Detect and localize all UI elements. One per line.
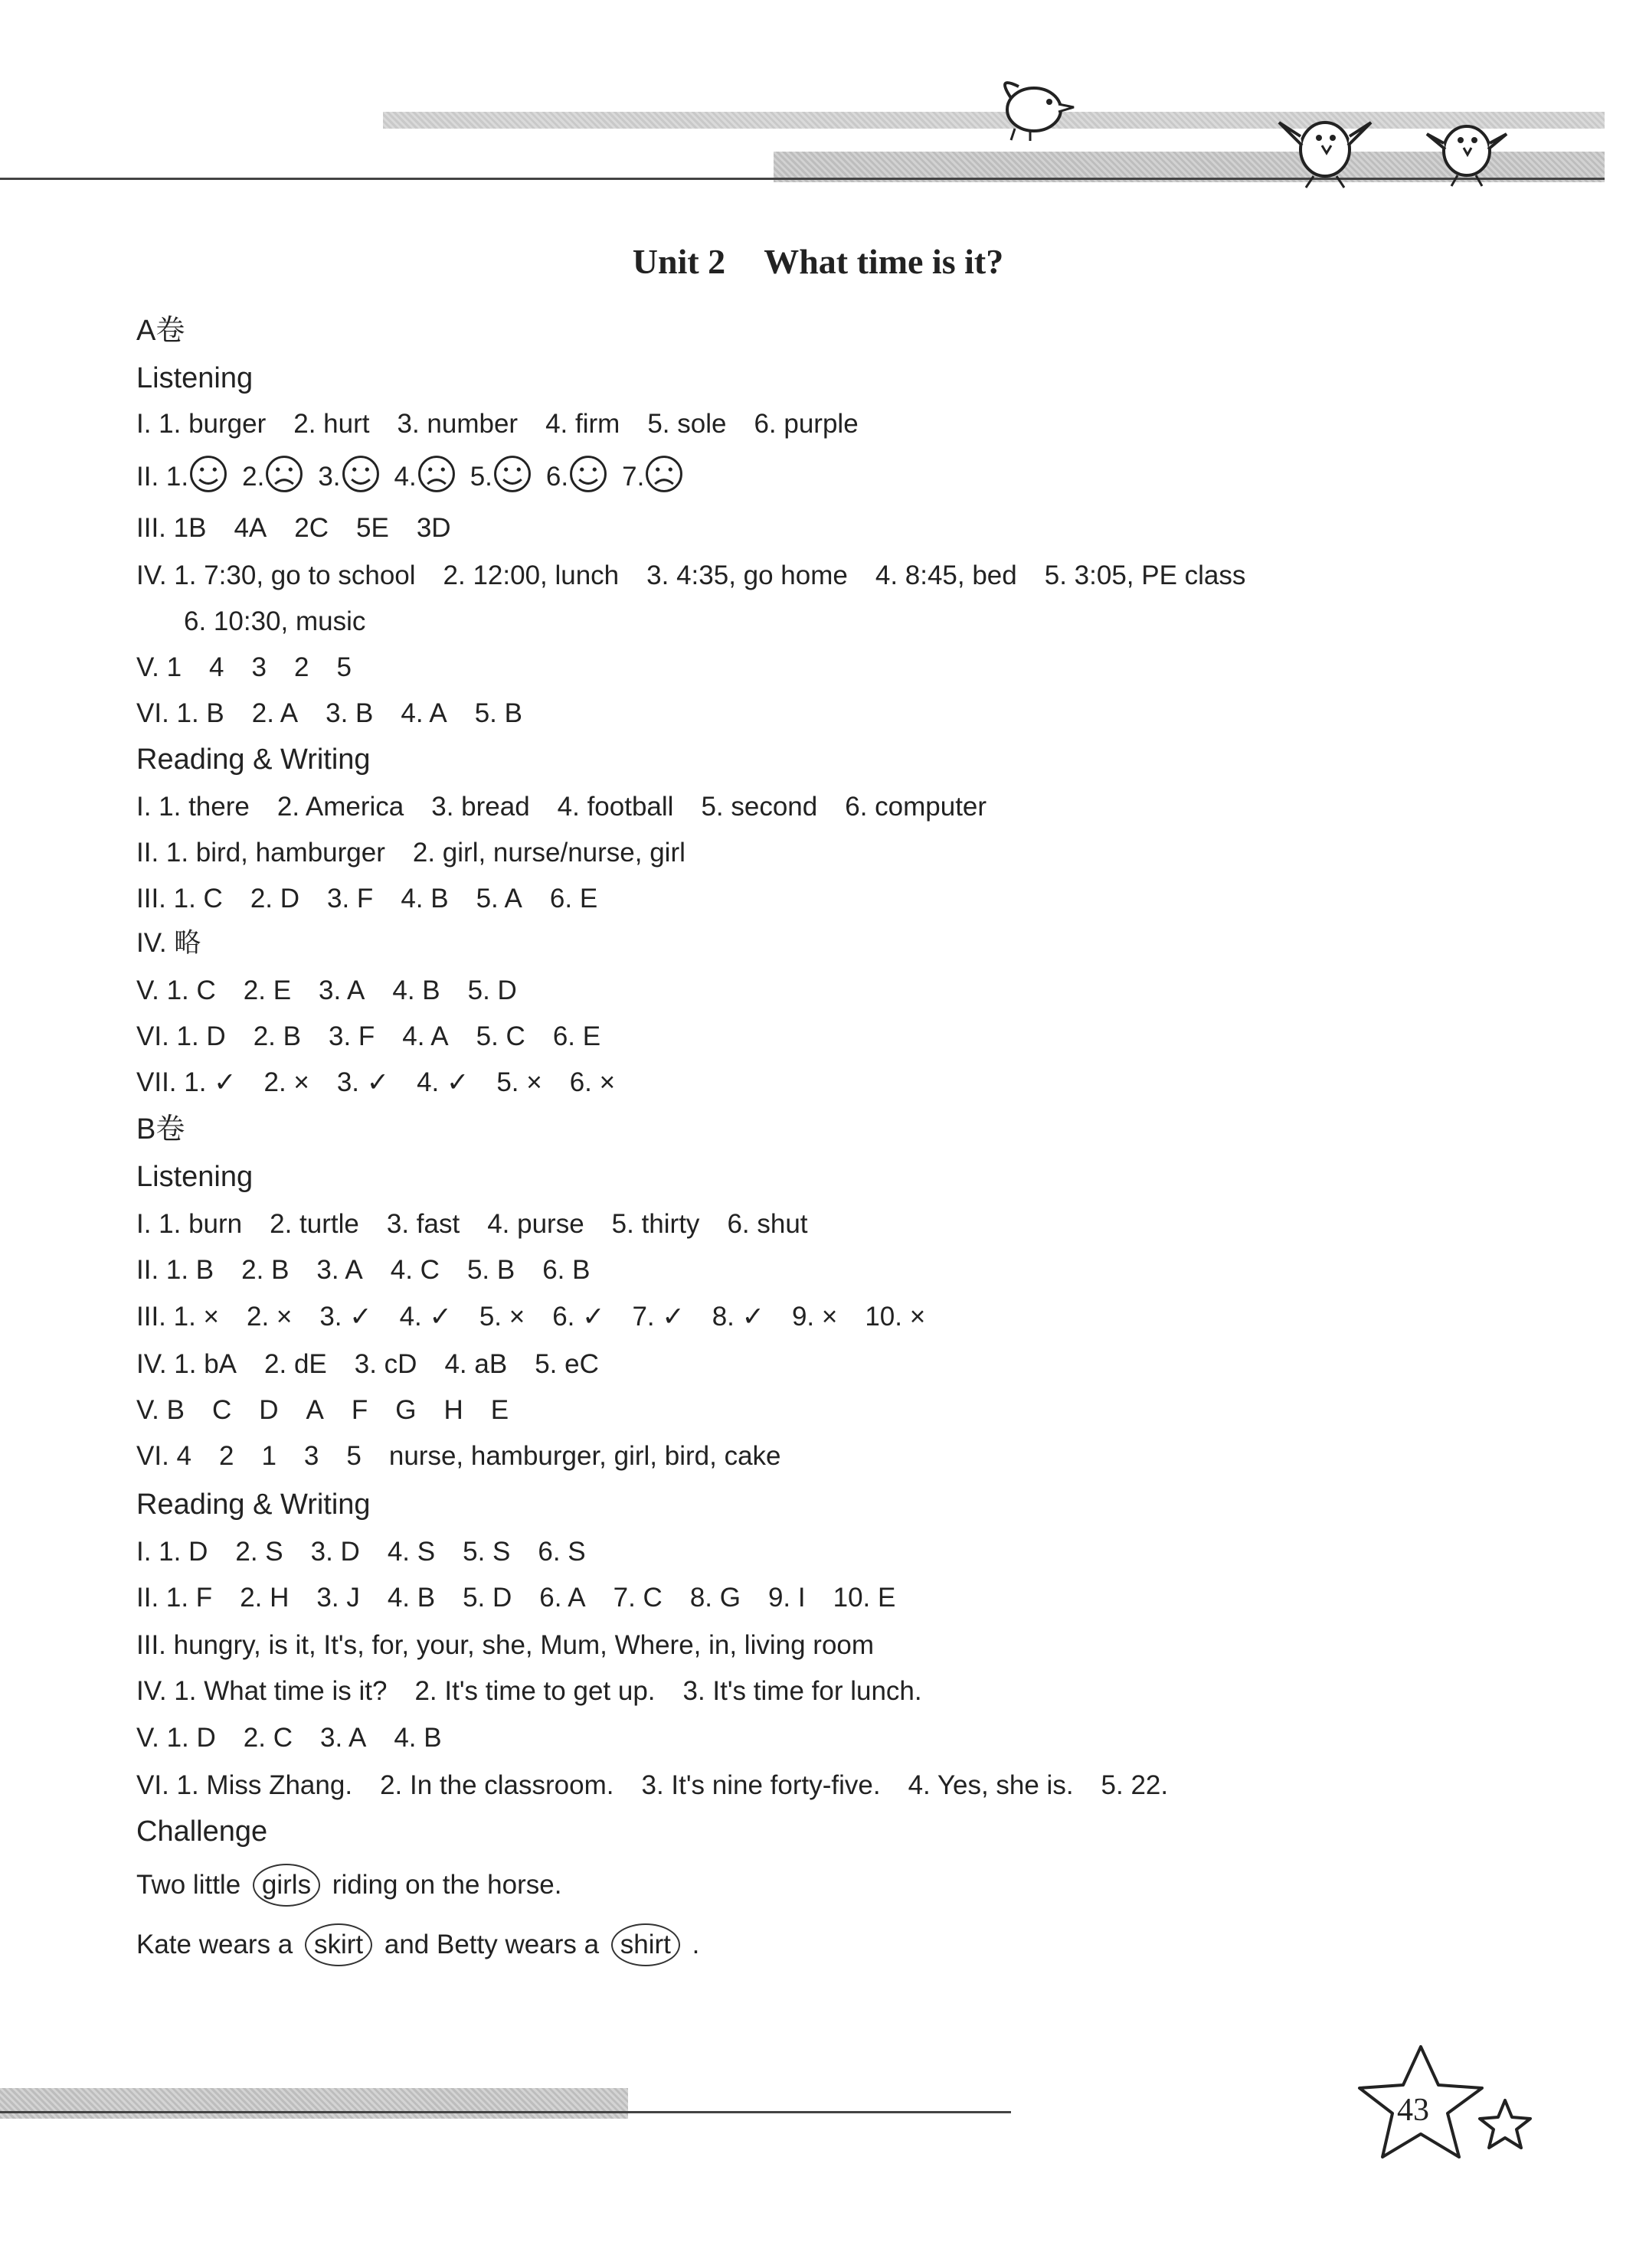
answer-item: 5. × bbox=[496, 1067, 542, 1097]
answer-item: VII. 1. ✓ bbox=[136, 1067, 237, 1097]
answer-item: V. 1 bbox=[136, 652, 182, 682]
answer-item: 4. firm bbox=[545, 409, 620, 439]
answer-item: 2. E bbox=[243, 976, 292, 1005]
answer-item: 3. number bbox=[397, 409, 519, 439]
answer-item: 2. 12:00, lunch bbox=[443, 560, 620, 590]
answer-item: 7. bbox=[622, 461, 645, 492]
answer-item: F bbox=[351, 1395, 368, 1425]
challenge-text: riding on the horse. bbox=[325, 1870, 562, 1900]
answer-item: 7. ✓ bbox=[632, 1302, 685, 1332]
answer-item: 2. × bbox=[246, 1302, 293, 1332]
answer-item: 3. D bbox=[310, 1537, 360, 1567]
answer-line bbox=[136, 1629, 901, 1662]
section-heading: Listening bbox=[136, 362, 254, 394]
answer-item: G bbox=[395, 1395, 417, 1425]
answer-item: III. 1B bbox=[136, 513, 207, 543]
answer-item: 3. A bbox=[316, 1255, 363, 1285]
answer-item: 5 bbox=[346, 1441, 362, 1471]
answer-item: 5. S bbox=[463, 1537, 511, 1567]
answer-line bbox=[136, 926, 228, 960]
answer-item: 2. A bbox=[251, 698, 299, 728]
face-answer-line bbox=[136, 454, 698, 502]
sad-face-icon bbox=[264, 454, 304, 502]
answer-item: 4. B bbox=[394, 1723, 442, 1753]
answer-item: 5. D bbox=[463, 1583, 512, 1613]
answer-line bbox=[136, 511, 479, 545]
challenge-line bbox=[136, 1922, 699, 1968]
answer-item: II. 1. bird, hamburger bbox=[136, 838, 385, 868]
answer-item: I. 1. D bbox=[136, 1537, 208, 1567]
answer-item: 4. bbox=[394, 461, 417, 492]
unit-title: What time is it? bbox=[764, 242, 1004, 281]
challenge-text: Two little bbox=[136, 1870, 248, 1900]
answer-item: 2. × bbox=[263, 1067, 309, 1097]
answer-item: 2. bbox=[242, 461, 265, 492]
answer-line bbox=[136, 1394, 536, 1427]
answer-line bbox=[136, 790, 1014, 824]
answer-item: E bbox=[490, 1395, 509, 1425]
answer-line bbox=[184, 605, 393, 639]
answer-item: 9. × bbox=[791, 1302, 838, 1332]
answer-item: 2 bbox=[218, 1441, 234, 1471]
answer-item: V. 1. C bbox=[136, 976, 216, 1005]
answer-item: 8. G bbox=[689, 1583, 741, 1613]
answer-item: 2. B bbox=[253, 1021, 301, 1051]
answer-item: 5. C bbox=[476, 1021, 525, 1051]
answer-item: 3 bbox=[303, 1441, 319, 1471]
answer-item: 2. America bbox=[276, 792, 404, 822]
circled-word: shirt bbox=[611, 1923, 680, 1966]
answer-line bbox=[136, 1348, 627, 1381]
answer-item: 5. × bbox=[479, 1302, 525, 1332]
answer-line bbox=[136, 697, 550, 730]
answer-item: 4 bbox=[209, 652, 224, 682]
answer-line bbox=[136, 407, 886, 441]
answer-item: 2. hurt bbox=[293, 409, 370, 439]
answer-item: 4. B bbox=[401, 884, 449, 913]
answer-item: 6. E bbox=[552, 1021, 601, 1051]
answer-item: 6. × bbox=[569, 1067, 616, 1097]
answer-item: II. 1. B bbox=[136, 1255, 214, 1285]
answer-item: 2. D bbox=[250, 884, 300, 913]
answer-item: C bbox=[211, 1395, 232, 1425]
answer-line bbox=[136, 1300, 953, 1334]
answer-item: III. 1. × bbox=[136, 1302, 219, 1332]
answer-item: 4. B bbox=[392, 976, 440, 1005]
answer-item: 1. bbox=[165, 461, 189, 492]
challenge-text: . bbox=[684, 1930, 700, 1959]
answer-item: 4. aB bbox=[444, 1349, 508, 1379]
footer-band bbox=[0, 2088, 628, 2119]
answer-item: 2C bbox=[294, 513, 329, 543]
answer-item: 2. H bbox=[240, 1583, 290, 1613]
answer-item: 3. fast bbox=[386, 1209, 460, 1239]
answer-item: VI. 1. B bbox=[136, 698, 224, 728]
answer-item: V. B bbox=[136, 1395, 185, 1425]
answer-line bbox=[136, 1020, 628, 1054]
answer-item: III. 1. C bbox=[136, 884, 223, 913]
answer-line bbox=[136, 1253, 617, 1287]
answer-item: 2. dE bbox=[264, 1349, 327, 1379]
answer-item: 3D bbox=[416, 513, 451, 543]
answer-item: 5. eC bbox=[535, 1349, 599, 1379]
answer-line bbox=[136, 1675, 950, 1708]
answer-item: 4. S bbox=[387, 1537, 436, 1567]
answer-item: 6. A bbox=[539, 1583, 586, 1613]
answer-item: 4. A bbox=[402, 1021, 449, 1051]
answer-item: IV. 1. What time is it? bbox=[136, 1676, 388, 1706]
answer-item: 2 bbox=[293, 652, 309, 682]
answer-item: 2. C bbox=[243, 1723, 293, 1753]
answer-line bbox=[136, 974, 545, 1008]
answer-item: I. 1. burn bbox=[136, 1209, 243, 1239]
answer-line bbox=[136, 1440, 809, 1473]
answer-line bbox=[136, 836, 713, 870]
answer-item: 9. I bbox=[767, 1583, 806, 1613]
challenge-text: Kate wears a bbox=[136, 1930, 300, 1959]
answer-line bbox=[136, 1208, 836, 1241]
answer-item: 6. ✓ bbox=[552, 1302, 605, 1332]
answer-item: VI. 4 bbox=[136, 1441, 191, 1471]
challenge-text: and Betty wears a bbox=[377, 1930, 607, 1959]
answer-item: 2. turtle bbox=[270, 1209, 359, 1239]
page-number: 43 bbox=[1397, 2093, 1429, 2128]
smiley-face-icon bbox=[568, 454, 608, 502]
answer-item: nurse, hamburger, girl, bird, cake bbox=[388, 1441, 781, 1471]
answer-item: 4. 8:45, bed bbox=[875, 560, 1017, 590]
answer-item: 4. football bbox=[557, 792, 674, 822]
answer-item: 5E bbox=[356, 513, 389, 543]
answer-item: 2. It's time to get up. bbox=[414, 1676, 656, 1706]
answer-item: III. hungry, is it, It's, for, your, she, Mum, Where, in, living room bbox=[136, 1630, 875, 1660]
answer-item: IV. 1. 7:30, go to school bbox=[136, 560, 416, 590]
answer-item: 5. sole bbox=[647, 409, 727, 439]
answer-line bbox=[136, 651, 379, 685]
answer-item: 3 bbox=[251, 652, 267, 682]
answer-item: 4. Yes, she is. bbox=[908, 1770, 1074, 1800]
circled-word: girls bbox=[253, 1864, 320, 1907]
answer-item: 3. 4:35, go home bbox=[646, 560, 848, 590]
answer-item: 4. purse bbox=[487, 1209, 584, 1239]
answer-item: 5. D bbox=[467, 976, 517, 1005]
smiley-face-icon bbox=[341, 454, 381, 502]
answer-item: I. 1. burger bbox=[136, 409, 267, 439]
unit-label: Unit 2 bbox=[632, 242, 726, 281]
answer-line bbox=[136, 1721, 470, 1755]
answer-item: VI. 1. Miss Zhang. bbox=[136, 1770, 353, 1800]
answer-item: 3. A bbox=[319, 1723, 367, 1753]
answer-item: 4. C bbox=[390, 1255, 440, 1285]
answer-item: II. bbox=[136, 461, 166, 492]
answer-item: 6. 10:30, music bbox=[184, 606, 366, 636]
answer-item: 6. S bbox=[538, 1537, 586, 1567]
answer-item: 3. F bbox=[328, 1021, 375, 1051]
sad-face-icon bbox=[417, 454, 456, 502]
page-title bbox=[0, 241, 1636, 282]
circled-word: skirt bbox=[305, 1923, 372, 1966]
answer-item: 3. ✓ bbox=[336, 1067, 390, 1097]
answer-item: IV. 略 bbox=[136, 928, 201, 958]
answer-item: 3. A bbox=[319, 976, 365, 1005]
answer-item: 4A bbox=[234, 513, 267, 543]
section-heading: Reading & Writing bbox=[136, 1489, 371, 1521]
answer-item: IV. 1. bA bbox=[136, 1349, 237, 1379]
answer-line bbox=[136, 882, 625, 916]
challenge-line bbox=[136, 1862, 561, 1908]
section-heading: Reading & Writing bbox=[136, 743, 371, 776]
answer-item: 6. shut bbox=[727, 1209, 808, 1239]
section-heading: A卷 bbox=[136, 315, 185, 347]
answer-line bbox=[136, 1066, 643, 1100]
answer-item: 5. A bbox=[476, 884, 522, 913]
answer-line bbox=[136, 1769, 1196, 1802]
answer-item: I. 1. there bbox=[136, 792, 250, 822]
answer-item: 3. J bbox=[316, 1583, 360, 1613]
sad-face-icon bbox=[644, 454, 684, 502]
answer-item: 10. E bbox=[833, 1583, 896, 1613]
answer-item: 4. ✓ bbox=[417, 1067, 470, 1097]
answer-item: 5. 3:05, PE class bbox=[1044, 560, 1246, 590]
answer-item: 3. B bbox=[326, 698, 374, 728]
answer-line bbox=[136, 1535, 614, 1569]
answer-item: 1 bbox=[261, 1441, 276, 1471]
answer-item: V. 1. D bbox=[136, 1723, 216, 1753]
answer-item: 6. bbox=[545, 461, 569, 492]
answer-item: 5. B bbox=[466, 1255, 515, 1285]
answer-item: 5. thirty bbox=[611, 1209, 700, 1239]
answer-item: 6. computer bbox=[845, 792, 987, 822]
answer-item: 3. bread bbox=[431, 792, 530, 822]
answer-item: 6. E bbox=[549, 884, 598, 913]
bird-icon bbox=[1421, 103, 1513, 191]
answer-item: A bbox=[306, 1395, 324, 1425]
answer-item: 6. B bbox=[542, 1255, 591, 1285]
section-heading: Challenge bbox=[136, 1815, 268, 1848]
footer-rule bbox=[0, 2111, 1011, 2113]
answer-item: 5 bbox=[336, 652, 352, 682]
answer-item: 5. 22. bbox=[1101, 1770, 1169, 1800]
answer-item: 4. B bbox=[387, 1583, 436, 1613]
answer-item: 8. ✓ bbox=[712, 1302, 764, 1332]
answer-item: II. 1. F bbox=[136, 1583, 213, 1613]
section-heading: Listening bbox=[136, 1161, 254, 1193]
answer-item: 10. × bbox=[865, 1302, 926, 1332]
answer-item: 2. In the classroom. bbox=[380, 1770, 614, 1800]
answer-item: H bbox=[443, 1395, 463, 1425]
answer-item: 6. purple bbox=[754, 409, 859, 439]
smiley-face-icon bbox=[188, 454, 228, 502]
answer-item: 5. bbox=[470, 461, 492, 492]
answer-item: 5. second bbox=[701, 792, 818, 822]
answer-item: 3. It's time for lunch. bbox=[682, 1676, 922, 1706]
answer-item: 7. C bbox=[613, 1583, 663, 1613]
answer-item: 2. S bbox=[235, 1537, 283, 1567]
answer-item: 4. ✓ bbox=[399, 1302, 452, 1332]
answer-item: 3. bbox=[318, 461, 341, 492]
answer-item: 3. F bbox=[327, 884, 374, 913]
answer-item: VI. 1. D bbox=[136, 1021, 226, 1051]
answer-item: 4. A bbox=[401, 698, 447, 728]
section-heading: B卷 bbox=[136, 1113, 185, 1145]
answer-item: 3. ✓ bbox=[319, 1302, 372, 1332]
answer-item: D bbox=[259, 1395, 279, 1425]
answer-line bbox=[136, 559, 1273, 593]
answer-item: 3. It's nine forty-five. bbox=[641, 1770, 881, 1800]
bird-icon bbox=[988, 67, 1088, 144]
answer-item: 3. cD bbox=[354, 1349, 417, 1379]
answer-line bbox=[136, 1581, 923, 1615]
answer-item: 5. B bbox=[474, 698, 522, 728]
smiley-face-icon bbox=[492, 454, 532, 502]
answer-item: 2. girl, nurse/nurse, girl bbox=[412, 838, 685, 868]
answer-item: 2. B bbox=[241, 1255, 290, 1285]
bird-icon bbox=[1271, 100, 1379, 191]
